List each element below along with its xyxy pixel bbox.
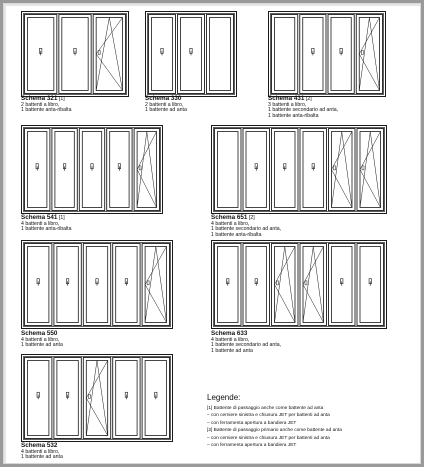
scheme-line: 1 battente secondario ad anta, bbox=[268, 107, 339, 114]
scheme-532-drawing bbox=[21, 354, 173, 442]
panel-plain bbox=[207, 15, 234, 94]
scheme-541-caption bbox=[21, 215, 71, 233]
handle-icon bbox=[98, 50, 100, 54]
panel-tilt bbox=[356, 15, 382, 94]
scheme-line: 1 battente secondario ad anta, bbox=[211, 226, 282, 233]
legend-item: [1] Battente di passaggio anche come battente ad anta bbox=[207, 406, 324, 411]
scheme-532-caption bbox=[21, 443, 63, 461]
scheme-line: 1 battente anta-ribalta bbox=[211, 231, 262, 238]
legend-title: Legende: bbox=[207, 393, 241, 402]
scheme-431-drawing bbox=[268, 11, 386, 97]
scheme-note: [2] bbox=[305, 96, 312, 102]
scheme-line: 4 battenti a libro, bbox=[211, 336, 250, 343]
panel-door bbox=[52, 129, 77, 211]
panel-tilt bbox=[83, 358, 110, 439]
legend-item: – con cerniere sinistra e chiusura JET per battenti ad anta bbox=[207, 435, 330, 441]
handle-icon bbox=[277, 281, 279, 285]
scheme-330 bbox=[145, 11, 237, 97]
scheme-line: 1 battente anta-ribalta bbox=[21, 107, 72, 114]
handle-icon bbox=[147, 281, 149, 285]
legend-item: [2] Battente di passaggio primario anche come battente ad anta bbox=[207, 428, 342, 434]
scheme-line: 3 battenti a libro, bbox=[268, 101, 307, 108]
panel-door bbox=[300, 15, 326, 94]
panel-door bbox=[83, 244, 110, 326]
panel-door bbox=[328, 15, 354, 94]
scheme-633-drawing bbox=[211, 240, 387, 329]
scheme-651-caption bbox=[211, 215, 281, 239]
legend-item: – con ferramenta apertura a bandiera JET bbox=[207, 420, 297, 426]
scheme-532 bbox=[21, 354, 173, 442]
panel-door bbox=[79, 129, 104, 211]
panel-door bbox=[113, 358, 140, 439]
scheme-line: 4 battenti a libro, bbox=[21, 336, 60, 343]
panel-tilt bbox=[329, 129, 356, 211]
panel-door bbox=[243, 129, 270, 211]
scheme-550 bbox=[21, 240, 173, 329]
scheme-title: Schema 541 bbox=[21, 214, 58, 221]
scheme-line: 1 battente ad anta bbox=[145, 107, 187, 114]
glass-pane bbox=[210, 18, 231, 91]
panel-tilt bbox=[300, 244, 327, 326]
scheme-line: 1 battente ad anta bbox=[21, 454, 63, 461]
panel-plain bbox=[215, 129, 242, 211]
panel-door bbox=[357, 244, 384, 326]
panel-door bbox=[25, 129, 50, 211]
panel-door bbox=[149, 15, 176, 94]
handle-icon bbox=[334, 166, 336, 170]
scheme-550-caption bbox=[21, 331, 63, 349]
handle-icon bbox=[139, 166, 141, 170]
glass-pane bbox=[275, 18, 295, 91]
scheme-title: Schema 330 bbox=[145, 95, 182, 102]
panel-tilt bbox=[93, 15, 125, 94]
panel-door bbox=[25, 244, 52, 326]
scheme-line: 2 battenti a libro, bbox=[145, 101, 184, 108]
panel-door bbox=[300, 129, 327, 211]
scheme-541 bbox=[21, 125, 163, 214]
scheme-note: [1] bbox=[58, 215, 65, 221]
scheme-line: 2 battenti a libro, bbox=[21, 101, 60, 108]
legend-item: – con ferramenta apertura a bandiera JET bbox=[207, 443, 297, 449]
panel-door bbox=[215, 244, 242, 326]
panel-plain bbox=[272, 15, 298, 94]
scheme-line: 4 battenti a libro, bbox=[21, 220, 60, 227]
scheme-651-drawing bbox=[211, 125, 387, 214]
panel-door bbox=[243, 244, 270, 326]
scheme-line: 1 battente secondario ad anta, bbox=[211, 342, 282, 349]
panel-tilt bbox=[134, 129, 159, 211]
scheme-line: 4 battenti a libro, bbox=[21, 448, 60, 455]
scheme-321-caption bbox=[21, 96, 71, 114]
panel-door bbox=[142, 358, 169, 439]
handle-icon bbox=[305, 281, 307, 285]
panel-door bbox=[272, 129, 299, 211]
scheme-line: 1 battente anta-ribalta bbox=[21, 226, 72, 233]
legend bbox=[207, 393, 419, 450]
scheme-note: [2] bbox=[248, 215, 255, 221]
scheme-321-drawing bbox=[21, 11, 129, 97]
glass-pane bbox=[218, 132, 239, 208]
legend-item: – con cerniere sinistra e chiusura JET per battenti ad anta bbox=[207, 413, 330, 419]
scheme-550-drawing bbox=[21, 240, 173, 329]
scheme-330-caption bbox=[145, 96, 187, 114]
scheme-line: 1 battente ad anta bbox=[211, 347, 253, 354]
handle-icon bbox=[88, 394, 90, 398]
panel-tilt bbox=[357, 129, 384, 211]
scheme-title: Schema 633 bbox=[211, 330, 248, 337]
scheme-633 bbox=[211, 240, 387, 329]
panel-door bbox=[329, 244, 356, 326]
scheme-note: [1] bbox=[58, 96, 65, 102]
scheme-title: Schema 532 bbox=[21, 442, 58, 449]
panel-door bbox=[54, 244, 81, 326]
panel-door bbox=[25, 358, 52, 439]
scheme-title: Schema 550 bbox=[21, 330, 58, 337]
panel-door bbox=[113, 244, 140, 326]
scheme-title: Schema 321 bbox=[21, 95, 58, 102]
scheme-651 bbox=[211, 125, 387, 214]
scheme-line: 1 battente anta-ribalta bbox=[268, 112, 319, 119]
scheme-431-caption bbox=[268, 96, 338, 120]
scheme-541-drawing bbox=[21, 125, 163, 214]
panel-door bbox=[54, 358, 81, 439]
handle-icon bbox=[361, 50, 363, 54]
handle-icon bbox=[362, 166, 364, 170]
panel-tilt bbox=[142, 244, 169, 326]
scheme-title: Schema 431 bbox=[268, 95, 305, 102]
panel-door bbox=[59, 15, 91, 94]
scheme-431 bbox=[268, 11, 386, 97]
scheme-title: Schema 651 bbox=[211, 214, 248, 221]
scheme-line: 4 battenti a libro, bbox=[211, 220, 250, 227]
scheme-330-drawing bbox=[145, 11, 237, 97]
panel-door bbox=[25, 15, 57, 94]
scheme-321 bbox=[21, 11, 129, 97]
scheme-line: 1 battente ad anta bbox=[21, 342, 63, 349]
scheme-633-caption bbox=[211, 331, 281, 355]
panel-door bbox=[107, 129, 132, 211]
panel-tilt bbox=[272, 244, 299, 326]
panel-door bbox=[178, 15, 205, 94]
